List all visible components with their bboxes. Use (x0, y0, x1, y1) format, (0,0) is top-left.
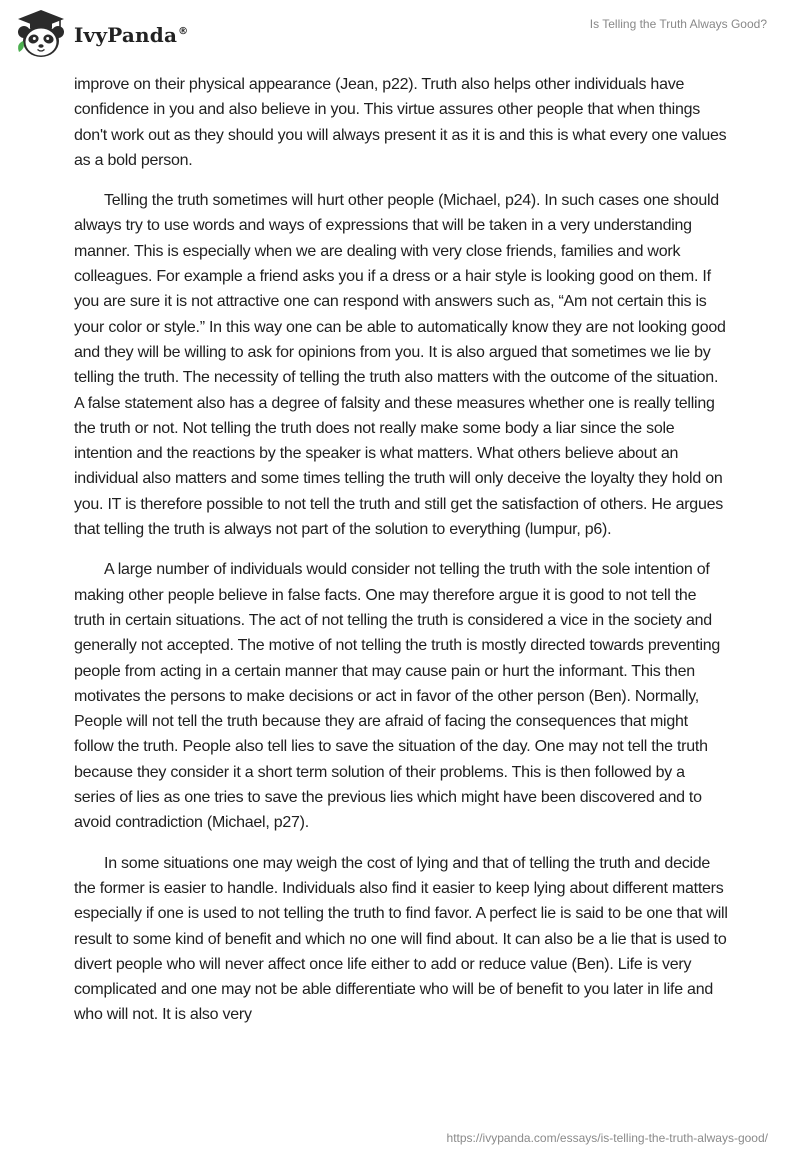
brand-wordmark: IvyPanda (74, 23, 178, 47)
source-url[interactable]: https://ivypanda.com/essays/is-telling-the-truth-always-good/ (446, 1131, 768, 1145)
paragraph-3: A large number of individuals would consider not telling the truth with the sole intention of making other people believe in false facts. One may therefore argue it is good to not tell the truth in certain situations. The act of not telling the truth is considered a vice in the society and generally not accepted. The motive of not telling the truth is mostly directed towards preventing people from acting in a certain manner that may cause pain or hurt the informant. This then motivates the persons to make decisions or act in favor of the other person (Ben). Normally, People will not tell the truth because they are afraid of facing the consequences that might follow the truth. People also tell lies to save the situation of the day. One may not tell the truth because they consider it a short term solution of their problems. This is then followed by a series of lies as one tries to save the previous lies which might have been discovered and to avoid contradiction (Michael, p27). (74, 561, 721, 832)
paragraph-2: Telling the truth sometimes will hurt other people (Michael, p24). In such cases one should always try to use words and ways of expressions that will be taken in a very understanding manner. This is especially when we are dealing with very close friends, families and work colleagues. For example a friend asks you if a dress or a hair style is looking good on them. If you are sure it is not attractive one can respond with answers such as, “Am not certain this is your color or style.” In this way one can be able to automatically know they are not looking good and they will be willing to ask for opinions from you. It is also argued that sometimes we lie by telling the truth. The necessity of telling the truth also matters with the outcome of the situation. A false statement also has a degree of falsity and these measures whether one is really telling the truth or not. Not telling the truth does not really make some body a liar since the sole intention and the reactions by the speaker is what matters. What others believe about an individual also matters and some times telling the truth will only deceive the loyalty they hold on you. IT is therefore possible to not tell the truth and still get the satisfaction of others. He argues that telling the truth is always not part of the solution to everything (lumpur, p6). (74, 192, 726, 539)
panda-graduate-icon (14, 8, 68, 60)
registered-mark: ® (178, 26, 189, 38)
paragraph-1: improve on their physical appearance (Jean, p22). Truth also helps other individuals have confidence in you and also believe in you. This virtue assures other people that when things don't work out as they should you will always present it as it is and this is what every one values as a bold person. (74, 76, 727, 169)
paragraph-4: In some situations one may weigh the cost of lying and that of telling the truth and decide the former is easier to handle. Individuals also find it easier to keep lying about different matters especially if one is used to not telling the truth to find favor. A perfect lie is said to be one that will result to some kind of benefit and which no one will find about. It can also be a lie that is used to divert people who will never affect once life either to add or reduce value (Ben). Life is very complicated and one may not be able differentiate who will be of benefit to you later in life and who will not. It is also very (74, 854, 728, 1024)
brand-name (74, 23, 188, 47)
essay-body (74, 72, 730, 1028)
ivypanda-logo[interactable] (14, 8, 188, 60)
document-title: Is Telling the Truth Always Good? (589, 17, 767, 31)
page-header (0, 0, 800, 66)
